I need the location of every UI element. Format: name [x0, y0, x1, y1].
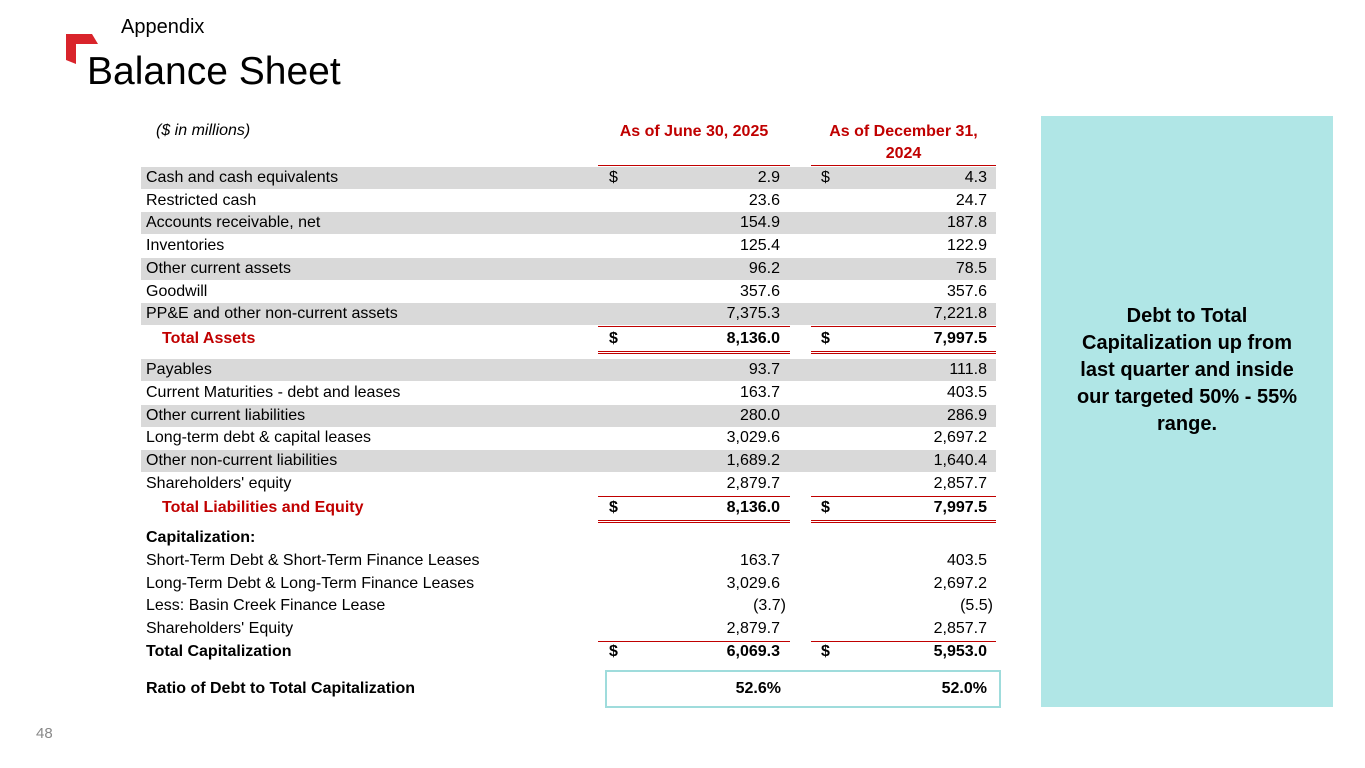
value-december-2024: 187.8	[946, 214, 987, 231]
callout-text: Debt to Total Capitalization up from last quarter and inside our targeted 50% - 55% range.	[1076, 305, 1298, 435]
value-june-2025: 3,029.6	[726, 575, 780, 592]
total-capitalization-row	[141, 641, 996, 663]
table-row	[141, 281, 996, 303]
row-label: Restricted cash	[146, 192, 257, 209]
total-liabilities-row	[141, 497, 996, 519]
balance-sheet-table	[141, 116, 1001, 716]
section-heading: Capitalization:	[146, 529, 256, 546]
value-june-2025: 125.4	[739, 237, 780, 254]
total-double-rule	[811, 351, 996, 354]
value-december-2024: 111.8	[949, 361, 987, 378]
total-double-rule	[811, 520, 996, 523]
value-june-2025: 96.2	[748, 260, 780, 277]
value-december-2024: 403.5	[946, 384, 987, 401]
section-label: Appendix	[121, 16, 205, 38]
total-double-rule	[598, 520, 790, 523]
table-row	[141, 450, 996, 472]
row-label: Goodwill	[146, 283, 208, 300]
value-june-2025: 357.6	[739, 283, 780, 300]
value-december-2024: 5,953.0	[933, 643, 987, 660]
row-label: Cash and cash equivalents	[146, 169, 339, 186]
value-december-2024: 2,697.2	[933, 429, 987, 446]
table-row	[141, 473, 996, 495]
value-december-2024: 403.5	[946, 552, 987, 569]
total-double-rule	[598, 351, 790, 354]
table-row	[141, 190, 996, 212]
value-june-2025: 280.0	[739, 407, 780, 424]
row-label: Payables	[146, 361, 212, 378]
value-june-2025: 8,136.0	[726, 499, 780, 516]
row-label: Total Capitalization	[146, 643, 292, 660]
currency-symbol: $	[609, 169, 618, 186]
total-assets-row	[141, 328, 996, 350]
table-row	[141, 405, 996, 427]
value-june-2025: 163.7	[739, 384, 780, 401]
row-label: Less: Basin Creek Finance Lease	[146, 597, 386, 614]
value-june-2025: 2,879.7	[726, 620, 780, 637]
row-label: Other current liabilities	[146, 407, 306, 424]
value-december-2024: 286.9	[946, 407, 987, 424]
table-row	[141, 573, 996, 595]
value-december-2024: 52.0%	[941, 680, 987, 697]
value-june-2025: 163.7	[739, 552, 780, 569]
subtotal-rule	[811, 326, 996, 327]
row-label: Accounts receivable, net	[146, 214, 321, 231]
value-december-2024: 1,640.4	[933, 452, 987, 469]
value-june-2025: 93.7	[748, 361, 780, 378]
page-title: Balance Sheet	[87, 50, 341, 93]
row-label: Long-term debt & capital leases	[146, 429, 372, 446]
value-december-2024: 78.5	[955, 260, 987, 277]
value-december-2024: 2,857.7	[933, 475, 987, 492]
value-june-2025: 7,375.3	[726, 305, 780, 322]
value-december-2024: 24.7	[955, 192, 987, 209]
row-label: Inventories	[146, 237, 225, 254]
row-label: Ratio of Debt to Total Capitalization	[146, 680, 416, 697]
currency-symbol: $	[821, 499, 830, 516]
row-label: Shareholders' equity	[146, 475, 292, 492]
value-june-2025: 8,136.0	[726, 330, 780, 347]
value-december-2024: 122.9	[946, 237, 987, 254]
row-label: Other current assets	[146, 260, 291, 277]
currency-symbol: $	[821, 643, 830, 660]
row-label: Long-Term Debt & Long-Term Finance Leases	[146, 575, 475, 592]
table-row	[141, 550, 996, 572]
value-june-2025: 52.6%	[735, 680, 781, 697]
value-december-2024: (5.5)	[960, 597, 993, 614]
row-label: Current Maturities - debt and leases	[146, 384, 401, 401]
value-december-2024: 4.3	[964, 169, 987, 186]
ratio-row	[141, 677, 996, 699]
value-june-2025: 2.9	[757, 169, 780, 186]
capitalization-heading-row	[141, 527, 996, 549]
page-number: 48	[36, 725, 53, 742]
value-december-2024: 7,221.8	[933, 305, 987, 322]
table-row	[141, 167, 996, 189]
table-row	[141, 618, 996, 640]
callout-box	[1041, 116, 1333, 707]
value-december-2024: 357.6	[946, 283, 987, 300]
value-june-2025: 3,029.6	[726, 429, 780, 446]
value-december-2024: 2,857.7	[933, 620, 987, 637]
table-row	[141, 303, 996, 325]
column-header-june-2025: As of June 30, 2025	[598, 121, 790, 166]
table-row	[141, 212, 996, 234]
table-row	[141, 235, 996, 257]
currency-symbol: $	[609, 643, 618, 660]
value-december-2024: 2,697.2	[933, 575, 987, 592]
table-row	[141, 359, 996, 381]
value-december-2024: 7,997.5	[933, 499, 987, 516]
value-june-2025: (3.7)	[753, 597, 786, 614]
value-june-2025: 1,689.2	[726, 452, 780, 469]
row-label: Total Assets	[162, 330, 256, 347]
currency-symbol: $	[821, 330, 830, 347]
subtotal-rule	[598, 326, 790, 327]
row-label: Short-Term Debt & Short-Term Finance Leases	[146, 552, 480, 569]
table-row	[141, 427, 996, 449]
table-row	[141, 595, 996, 617]
value-december-2024: 7,997.5	[933, 330, 987, 347]
column-header-december-2024: As of December 31, 2024	[811, 121, 996, 166]
row-label: Other non-current liabilities	[146, 452, 338, 469]
table-row	[141, 382, 996, 404]
currency-symbol: $	[609, 499, 618, 516]
row-label: Shareholders' Equity	[146, 620, 294, 637]
value-june-2025: 154.9	[739, 214, 780, 231]
currency-symbol: $	[821, 169, 830, 186]
value-june-2025: 2,879.7	[726, 475, 780, 492]
value-june-2025: 23.6	[748, 192, 780, 209]
row-label: PP&E and other non-current assets	[146, 305, 398, 322]
value-june-2025: 6,069.3	[726, 643, 780, 660]
row-label: Total Liabilities and Equity	[162, 499, 364, 516]
units-label: ($ in millions)	[156, 122, 251, 139]
currency-symbol: $	[609, 330, 618, 347]
table-row	[141, 258, 996, 280]
